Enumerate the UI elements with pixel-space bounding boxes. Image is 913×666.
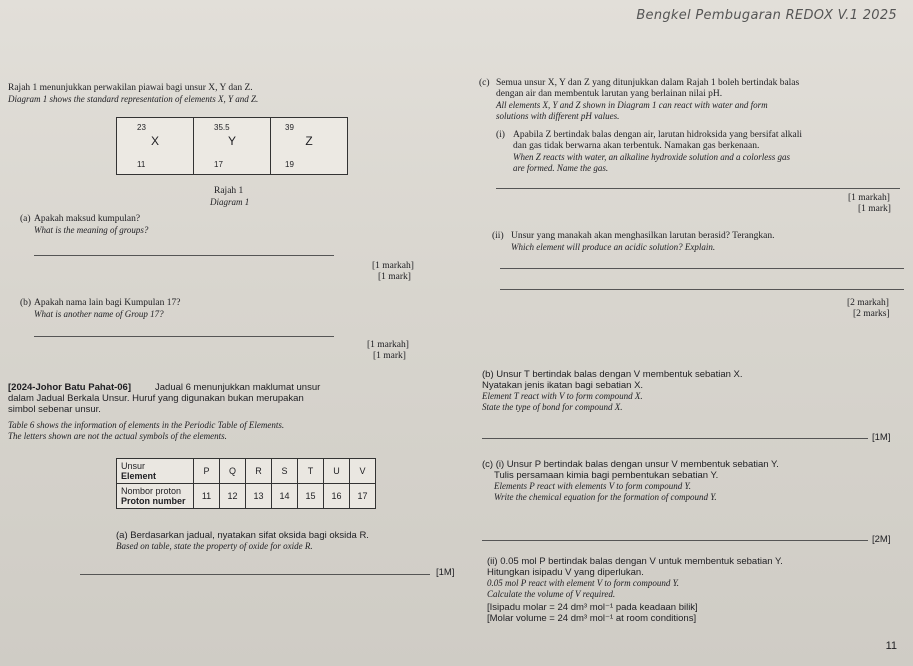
element-table [116,458,376,509]
answer-line [80,574,430,575]
table-header-en: Proton number [121,496,186,506]
q2ci-marks: [2M] [872,534,891,545]
q2ci-ms-1: (c) (i) Unsur P bertindak balas dengan unsur V membentuk sebatian Y. [482,459,779,470]
table-cell: T [298,459,324,484]
q2cii-ms-1: (ii) 0.05 mol P bertindak balas dengan V untuk membentuk sebatian Y. [487,556,783,567]
element-symbol: X [150,134,159,148]
answer-line [34,255,334,256]
q2b-marks: [1M] [872,432,891,443]
table-header-en: Element [121,471,157,481]
q1ci-en-1: When Z reacts with water, an alkaline hydroxide solution and a colorless gas [513,152,791,162]
answer-line [34,336,334,337]
table-cell: U [324,459,350,484]
table-row [117,484,376,509]
q1cii-label: (ii) [492,231,504,241]
q1cii-marks-ms: [2 markah] [847,298,889,308]
element-symbol: Z [305,134,313,148]
q2-source-tag: [2024-Johor Batu Pahat-06] [8,382,132,393]
table-cell: 17 [350,484,376,509]
q1c-en-2: solutions with different pH values. [496,111,620,121]
q2cii-note-en: [Molar volume = 24 dm³ mol⁻¹ at room conditions] [487,613,697,624]
table-cell: P [194,459,220,484]
q2-intro-en-2: The letters shown are not the actual symbols of the elements. [8,431,227,441]
answer-line [500,289,904,290]
q2b-ms-1: (b) Unsur T bertindak balas dengan V membentuk sebatian X. [482,369,743,380]
q1-intro-ms: Rajah 1 menunjukkan perwakilan piawai bagi unsur X, Y dan Z. [8,83,253,93]
q1ci-ms-2: dan gas tidak berwarna akan terbentuk. Namakan gas berkenaan. [513,141,760,151]
q1a-ms: Apakah maksud kumpulan? [34,214,141,224]
q2ci-en-2: Write the chemical equation for the formation of compound Y. [494,492,717,502]
q2cii-en-1: 0.05 mol P react with element V to form compound Y. [487,578,679,588]
table-cell: R [246,459,272,484]
table-header-proton [117,484,194,509]
table-cell: V [350,459,376,484]
mass-number: 23 [137,123,146,132]
page-number: 11 [885,640,897,652]
element-symbol: Y [227,134,236,148]
table-cell: 12 [220,484,246,509]
table-cell: 15 [298,484,324,509]
proton-number: 11 [137,160,146,169]
table-cell: 14 [272,484,298,509]
q1ci-label: (i) [496,130,505,140]
q1-intro-en: Diagram 1 shows the standard representation of elements X, Y and Z. [8,94,259,104]
element-box-y [193,117,271,175]
q1b-en: What is another name of Group 17? [34,309,164,319]
answer-line [482,438,868,439]
diagram-caption-ms: Rajah 1 [214,186,244,196]
q1ci-marks-en: [1 mark] [858,204,891,214]
q1b-label: (b) [20,298,32,308]
q2cii-ms-2: Hitungkan isipadu V yang diperlukan. [487,567,644,578]
q1cii-en: Which element will produce an acidic solution? Explain. [511,242,716,252]
q1b-ms: Apakah nama lain bagi Kumpulan 17? [34,298,181,308]
table-cell: S [272,459,298,484]
q2cii-note-ms: [Isipadu molar = 24 dm³ mol⁻¹ pada keadaan bilik] [487,602,698,613]
q1ci-marks-ms: [1 markah] [848,193,890,203]
q2-intro-ms-3: simbol sebenar unsur. [8,404,101,415]
proton-number: 19 [285,160,294,169]
element-box-x [116,117,194,175]
table-header-ms: Unsur [121,461,146,471]
table-cell: Q [220,459,246,484]
element-box-z [270,117,348,175]
q2cii-en-2: Calculate the volume of V required. [487,589,616,599]
mass-number: 35.5 [214,123,230,132]
table-cell: 11 [194,484,220,509]
q1a-en: What is the meaning of groups? [34,225,149,235]
q2b-en-1: Element T react with V to form compound X. [482,391,643,401]
diagram-caption-en: Diagram 1 [210,197,250,207]
q2-intro-ms-2: dalam Jadual Berkala Unsur. Huruf yang digunakan bukan merupakan [8,393,304,404]
q2a-ms: (a) Berdasarkan jadual, nyatakan sifat oksida bagi oksida R. [116,530,369,541]
header-brand: Bengkel Pembugaran REDOX V.1 2025 [636,8,897,23]
q2-intro-en-1: Table 6 shows the information of elements in the Periodic Table of Elements. [8,420,285,430]
q2-intro-ms-1: Jadual 6 menunjukkan maklumat unsur [155,382,321,393]
q1a-marks-en: [1 mark] [378,272,411,282]
table-cell: 13 [246,484,272,509]
q1cii-ms: Unsur yang manakah akan menghasilkan larutan berasid? Terangkan. [511,231,775,241]
q1b-marks-en: [1 mark] [373,351,406,361]
answer-line [500,268,904,269]
q1c-en-1: All elements X, Y and Z shown in Diagram 1 can react with water and form [496,100,768,110]
table-header-ms: Nombor proton [121,486,182,496]
answer-line [482,540,868,541]
q2a-en: Based on table, state the property of oxide for oxide R. [116,541,313,551]
q2ci-en-1: Elements P react with elements V to form compound Y. [494,481,691,491]
q1a-marks-ms: [1 markah] [372,261,414,271]
table-row [117,459,376,484]
answer-line [496,188,900,189]
q1ci-ms-1: Apabila Z bertindak balas dengan air, larutan hidroksida yang bersifat alkali [513,130,803,140]
q2b-ms-2: Nyatakan jenis ikatan bagi sebatian X. [482,380,644,391]
q1c-ms-2: dengan air dan membentuk larutan yang berlainan nilai pH. [496,89,723,99]
mass-number: 39 [285,123,294,132]
q1a-label: (a) [20,214,31,224]
proton-number: 17 [214,160,223,169]
table-header-element [117,459,194,484]
q2ci-ms-2: Tulis persamaan kimia bagi pembentukan sebatian Y. [494,470,719,481]
q2a-marks: [1M] [436,567,455,578]
q1cii-marks-en: [2 marks] [853,309,890,319]
q1b-marks-ms: [1 markah] [367,340,409,350]
q1ci-en-2: are formed. Name the gas. [513,163,609,173]
table-cell: 16 [324,484,350,509]
q1c-label: (c) [479,78,490,88]
q1c-ms-1: Semua unsur X, Y dan Z yang ditunjukkan dalam Rajah 1 boleh bertindak balas [496,78,800,88]
q2b-en-2: State the type of bond for compound X. [482,402,623,412]
